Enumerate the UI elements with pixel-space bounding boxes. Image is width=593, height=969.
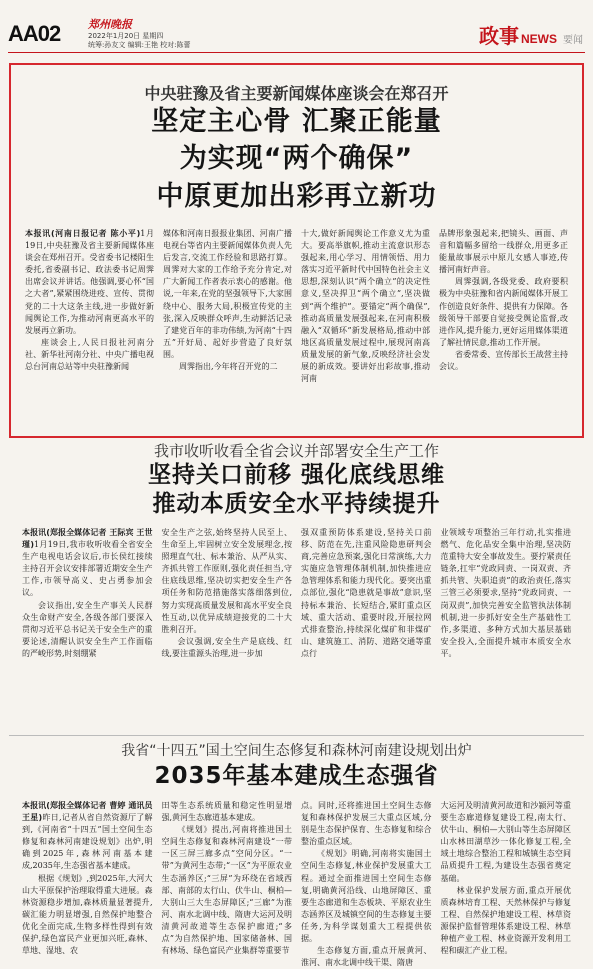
body-paragraph: 座谈会上,人民日报社河南分社、新华社河南分社、中央广播电视总台河南总站等中央驻豫新闻 — [25, 337, 154, 372]
story2-headline-1: 坚持关口前移 强化底线思维 — [147, 462, 445, 488]
story3-col-2: 田等生态系统质量和稳定性明显增强,黄河生态廊道基本建成。 《规划》提出,河南将推进国土空间生态修复和森林河南建设“一带一区三屏三廊多点”空间分区。“一带”为黄河生态带;“一区”为平原农业生态涵养区;“三屏”为环绕在省域西部、南部的太行山、伏牛山、桐柏—大别山三大生态屏障区;“三廊”为淮河、南水北调中线、隋唐大运河及明清黄河故道等生态保护廊道;“多点”为自然保护地、国家储备林、国有林场、绿色富民产业集群等重要节 — [162, 800, 293, 892]
section-title-en: NEWS — [521, 32, 557, 46]
body-paragraph: 林业保护发展方面,重点开展优质森林培育工程、天然林保护与修复工程、自然保护地建设工程、林草资源保护监督管理体系建设工程、林草种植产业工程、林业资源开发利用工程和碳汇产业工程。 — [440, 885, 571, 956]
body-paragraph: 周霁指出,今年将召开党的二 — [179, 362, 278, 372]
story-divider — [9, 735, 584, 736]
body-paragraph: 省委常委、宣传部长王战营主持会议。 — [439, 349, 568, 372]
story3-body — [22, 800, 571, 968]
story1-col-3: 十大,做好新闻舆论工作意义尤为重大。要高举旗帜,推动主流意识形态强起来,用心学习、用情领悟、用力落实习近平新时代中国特色社会主义思想,深刻认识“两个确立”的决定性意义,坚决捍卫“两个确立”,坚决做到“两个维护”。要锚定“两个确保”,推动高质量发展强起来,在河南积极融入“双循环”新发展格局,推动中部地区高质量发展过程中,展现河南高质量发展的新气象,反映经济社会发展的新成效。要讲好出彩故事,推动河南 — [301, 229, 430, 384]
section-subtitle: 要闻 — [563, 35, 583, 46]
lead-story-box — [9, 63, 584, 438]
story3-col-4: 大运河及明清黄河故道和沙颍河等重要生态廊道修复建设工程,南太行、伏牛山、桐柏—大别山等生态屏障区山水林田湖草沙一体化修复工程,全域土地综合整治工程和城镇生态空间品质提升工程,为建设生态强省奠定基础。 林业保护发展方面,重点开展优质森林培育工程、天然林保护与修复工程、自然保护地建设工程、林草资源保护监督管理体系建设工程、林草种植产业工程、林业资源开发利用工程和碳汇产业工程。 — [441, 800, 572, 892]
story3-kicker: 我省“十四五”国土空间生态修复和森林河南建设规划出炉 — [121, 743, 472, 759]
story2-kicker: 我市收听收看全省会议并部署安全生产工作 — [153, 442, 439, 460]
story2-body — [22, 527, 571, 727]
body-paragraph: 根据《规划》,到2025年,大河大山大平原保护治理取得重大进展。森林资源稳步增加,森林质量显著提升,碳汇能力明显增强,自然保护地整合优化全面完成,生物多样性得到有效保护,绿色富民产业更加兴旺,森林、草地、湿地、农 — [22, 873, 153, 956]
story2-col-1: 本报讯(郑报全媒体记者 王际宾 王世瑾)1月19日,我市收听收看全省安全生产电视电话会议后,市长侯红接续主持召开会议安排部署近期安全生产工作,市领导高义、史占勇参加会议。 会议指出,安全生产事关人民群众生命财产安全,各级各部门要深入贯彻习近平总书记关于安全生产的重要论述,清醒认识安全生产工作面临的严峻形势,时刻绷紧 — [22, 527, 153, 727]
story1-col-4: 品牌形象强起来,把镜头、画面、声音和篇幅多留给一线群众,用更多正能量故事展示中原儿女感人事迹,传播河南好声音。 周霁强调,各级党委、政府要积极为中央驻豫和省内新闻媒体开展工作创造良好条件、提供有力保障。各级领导干部要自觉接受舆论监督,改进作风,提升能力,更好运用媒体渠道了解社情民意,推动工作开展。 省委常委、宣传部长王战营主持会议。 — [439, 228, 568, 430]
masthead-logo: 郑州晚报 — [88, 18, 132, 31]
story3-col-3: 点。同时,还将推进国土空间生态修复和森林保护发展三大重点区域,分别是生态保护保育、生态修复和综合整治重点区域。 《规划》明确,河南将实施国土空间生态修复,林业保护发展重大工程。通过全面推进国土空间生态修复,明确黄河沿线、山地屏障区、重要生态廊道和生态板块、平原农业生态涵养区及城镇空间的生态修复主要任务,为科学谋划重大工程提供依据。 生态修复方面,重点开展黄河、淮河、南水北调中线干渠、隋唐 — [301, 800, 432, 892]
section-title: 政事 — [479, 24, 519, 48]
page-number: AA02 — [8, 21, 61, 46]
body-paragraph: 会议指出,安全生产事关人民群众生命财产安全,各级各部门要深入贯彻习近平总书记关于安全生产的重要论述,清醒认识安全生产工作面临的严峻形势,时刻绷紧 — [22, 600, 153, 658]
issue-meta — [88, 32, 191, 50]
body-paragraph: 《规划》提出,河南将推进国土空间生态修复和森林河南建设“一带一区三屏三廊多点”空间分区。“一带”为黄河生态带;“一区”为平原农业生态涵养区;“三屏”为环绕在省域西部、南部的太行山、伏牛山、桐柏—大别山三大生态屏障区;“三廊”为淮河、南水北调中线、隋唐大运河及明清黄河故道等生态保护廊道;“多点”为自然保护地、国家储备林、国有林场、绿色富民产业集群等重要节 — [161, 825, 292, 956]
header-rule — [8, 52, 585, 53]
story1-headline-2: 为实现“两个确保” — [179, 143, 414, 174]
story1-col-1: 本报讯(河南日报记者 陈小平)1月19日,中央驻豫及省主要新闻媒体座谈会在郑州召开。受省委书记楼阳生委托,省委副书记、政法委书记周霁出席会议并讲话。他强调,要心怀“国之大者”,紧紧围绕进疫、宣传、贯彻党的二十大这条主线,进一步做好新闻舆论工作,为推动河南更高水平的发展再立新功。 座谈会上,人民日报社河南分社、新华社河南分社、中央广播电视总台河南总站等中央驻豫新闻 — [25, 228, 154, 430]
page-header — [0, 0, 593, 50]
story1-headline-1: 坚定主心骨 汇聚正能量 — [151, 106, 442, 137]
story3-headline: 2035年基本建成生态强省 — [154, 763, 439, 789]
section-label — [479, 20, 583, 49]
story1-headline-3: 中原更加出彩再立新功 — [156, 181, 437, 212]
body-paragraph: 生态修复方面,重点开展黄河、淮河、南水北调中线干渠、隋唐 — [301, 946, 432, 968]
story2-headline-2: 推动本质安全水平持续提升 — [152, 491, 441, 517]
story2-col-2: 安全生产之弦,始终坚持人民至上、生命至上,牢固树立安全发展理念,按照理直气壮、标本兼治、从严从实、齐抓共管工作原则,强化责任担当,守住底线思维,坚决切实把安全生产各项任务和防范措施落实落细落到位,努力实现高质量发展和高水平安全良性互动,以优异成绩迎接党的二十大胜利召开。 会议强调,安全生产是底线、红线,要注重源头治理,进一步加 — [162, 527, 293, 727]
body-paragraph: 会议强调,安全生产是底线、红线,要注重源头治理,进一步加 — [161, 636, 292, 658]
body-paragraph: 《规划》明确,河南将实施国土空间生态修复,林业保护发展重大工程。通过全面推进国土空间生态修复,明确黄河沿线、山地屏障区、重要生态廊道和生态板块、平原农业生态涵养区及城镇空间的生态修复主要任务,为科学谋划重大工程提供依据。 — [301, 849, 432, 944]
story1-kicker: 中央驻豫及省主要新闻媒体座谈会在郑召开 — [144, 84, 449, 103]
body-paragraph: 周霁强调,各级党委、政府要积极为中央驻豫和省内新闻媒体开展工作创造良好条件、提供有力保障。各级领导干部要自觉接受舆论监督,改进作风,提升能力,更好运用媒体渠道了解社情民意,推动工作开展。 — [439, 277, 568, 347]
story1-col-2: 媒体和河南日报报业集团、河南广播电视台等省内主要新闻媒体负责人先后发言,交流工作经验和思路打算。周霁对大家的工作给予充分肯定,对广大新闻工作者表示衷心的感谢。他说,一年来,在党的坚强领导下,大家围绕中心、服务大局,积极宣传党的主张,深入反映群众呼声,生动鲜活记录了建党百年的非功伟绩,为河南“十四五”开好局、起好步营造了良好氛围。 周霁指出,今年将召开党的二 — [163, 228, 292, 430]
story3-col-1: 本报讯(郑报全媒体记者 曹婷 通讯员 王星)昨日,记者从省自然资源厅了解到,《河南省“十四五”国土空间生态修复和森林河南建设规划》出炉,明确到2025年,森林河南基本建成,2035年,生态强省基本建成。 根据《规划》,到2025年,大河大山大平原保护治理取得重大进展。森林资源稳步增加,森林质量显著提升,碳汇能力明显增强,自然保护地整合优化全面完成,生物多样性得到有效保护,绿色富民产业更加兴旺,森林、草地、湿地、农 — [22, 800, 153, 892]
editor-credits: 统筹:孙友文 编辑:王艳 校对:陈蕾 — [88, 41, 191, 49]
story2-col-3: 强双重预防体系建设,坚持关口前移、防范在先,注重风险隐患研判会商,完善应急预案,强化日常演练,大力实施应急管理体制机制,加快推进应急管理体系和能力现代化。要突出重点部位,强化“隐患就是事故”意识,坚持标本兼治、长短结合,紧盯重点区域、重大活动、重要时段,开展拉网式排查整治,持续深化煤矿和非煤矿山、建筑施工、消防、道路交通等重点行 — [301, 528, 432, 658]
story2-col-4: 业领域专项整治三年行动,扎实推进燃气、危化品安全集中治理,坚决防范重特大安全事故发生。要拧紧责任链条,扛牢“党政同责、一岗双责、齐抓共管、失职追责”的政治责任,落实三管三必须要求,坚持“党政同责、一岗双责”,加快完善安全监管执法体制机制,进一步抓好安全生产基础性工作,多渠道、多种方式加大基层基础安全投入,全面提升城市本质安全水平。 — [440, 528, 571, 658]
issue-date: 2022年1月20日 星期四 — [88, 32, 164, 40]
story1-body — [25, 228, 568, 430]
